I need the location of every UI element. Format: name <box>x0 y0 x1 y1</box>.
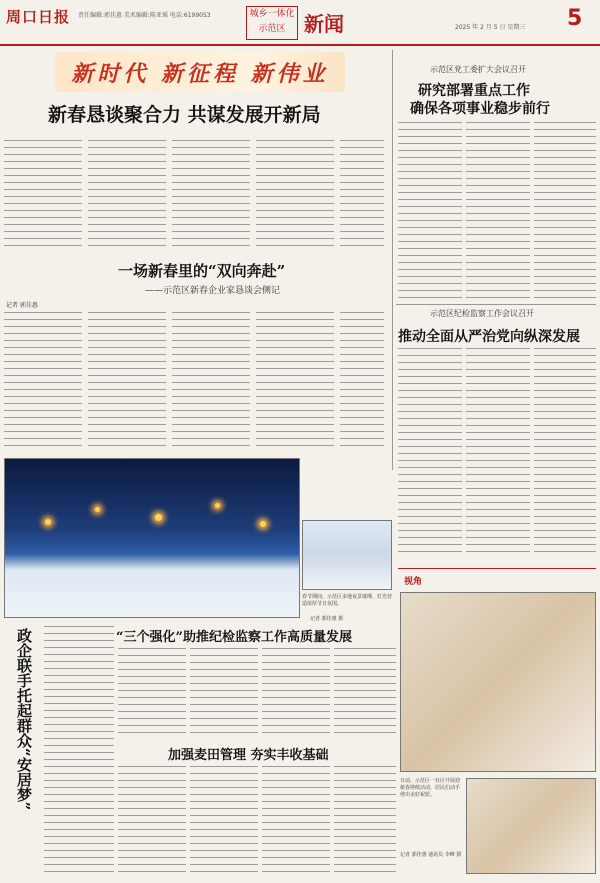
photo-caption: 春节期间，示范区多地夜景璀璨，灯光营造浓厚节日氛围。 <box>302 594 393 607</box>
lead-text-col-4 <box>256 140 334 248</box>
bottom-headline-1: “三个强化”助推纪检监察工作高质量发展 <box>116 630 352 645</box>
page-number: 5 <box>567 6 583 31</box>
editor-line: 责任编辑:郭佳惠 美术编辑:陈亚瑶 电话:6199053 <box>78 12 211 19</box>
snapshot-caption: 日前，示范区一社区开展迎新春剪纸活动，居民们动手剪出美好祝愿。 <box>400 778 461 798</box>
left-story-col <box>44 626 114 876</box>
vertical-headline: 政企联手托起群众“安居梦” <box>15 628 33 811</box>
feature-text-col-3 <box>172 312 250 452</box>
right-middle-headline: 推动全面从严治党向纵深发展 <box>398 329 580 345</box>
lead-text-col-1 <box>4 140 82 248</box>
section-tag-line2: 示范区 <box>258 24 286 34</box>
bottom-col-3 <box>262 648 330 738</box>
papercut-photo <box>400 592 596 772</box>
section-tag <box>246 6 298 40</box>
lead-text-col-3 <box>172 140 250 248</box>
night-lights-photo <box>4 458 300 618</box>
snapshot-rule <box>398 568 596 569</box>
right-middle-kicker: 示范区纪检监察工作会议召开 <box>430 309 534 318</box>
feature-headline: 一场新春里的“双向奔赴” <box>118 262 286 280</box>
bottom2-col-3 <box>262 766 330 878</box>
papercut-photo-2 <box>466 778 596 874</box>
right-top-headline-2: 确保各项事业稳步前行 <box>410 101 550 117</box>
feature-text-col-4 <box>256 312 334 452</box>
photo-credit: 记者 郭佳惠 摄 <box>310 616 344 622</box>
section-tag-line1: 城乡一体化 <box>249 9 295 19</box>
lantern-light <box>260 521 266 527</box>
bottom2-col-1 <box>118 766 186 878</box>
feature-text-col-1 <box>4 312 82 452</box>
lantern-light <box>45 519 51 525</box>
right-middle-col-3 <box>534 348 596 558</box>
right-middle-col-2 <box>466 348 530 558</box>
bottom2-col-4 <box>334 766 396 878</box>
bottom-headline-2: 加强麦田管理 夯实丰收基础 <box>168 748 329 763</box>
lantern-light <box>95 507 100 512</box>
lead-headline: 新春恳谈聚合力 共谋发展开新局 <box>48 104 321 126</box>
feature-subtitle: ——示范区新春企业家恳谈会侧记 <box>145 286 281 296</box>
newspaper-logo: 周口日报 <box>6 8 71 26</box>
bottom-col-1 <box>118 648 186 738</box>
masthead <box>0 0 600 46</box>
snapshot-label: 视角 <box>404 577 423 587</box>
snapshot-credit: 记者 郭佳惠 通讯员 李峰 摄 <box>400 852 462 858</box>
right-middle-col-1 <box>398 348 462 558</box>
bottom2-col-2 <box>190 766 258 878</box>
feature-text-col-5 <box>340 312 384 452</box>
bottom-col-4 <box>334 648 396 738</box>
section-name: 新闻 <box>304 12 344 36</box>
feature-byline: 记者 郭佳惠 <box>6 302 38 309</box>
issue-date: 2025 年 2 月 5 日 星期三 <box>455 24 526 31</box>
column-divider <box>392 50 393 470</box>
feature-text-col-2 <box>88 312 166 452</box>
section-rule <box>396 304 596 305</box>
lead-text-col-2 <box>88 140 166 248</box>
lead-text-col-5 <box>340 140 384 248</box>
lantern-light <box>215 503 220 508</box>
right-top-kicker: 示范区党工委扩大会议召开 <box>430 65 526 74</box>
right-top-col-2 <box>466 122 530 300</box>
lantern-light <box>155 514 162 521</box>
snow-scene-photo <box>302 520 392 590</box>
right-top-headline-1: 研究部署重点工作 <box>418 83 530 99</box>
bottom-col-2 <box>190 648 258 738</box>
theme-banner: 新时代 新征程 新伟业 <box>55 52 345 92</box>
right-top-col-1 <box>398 122 462 300</box>
right-top-col-3 <box>534 122 596 300</box>
